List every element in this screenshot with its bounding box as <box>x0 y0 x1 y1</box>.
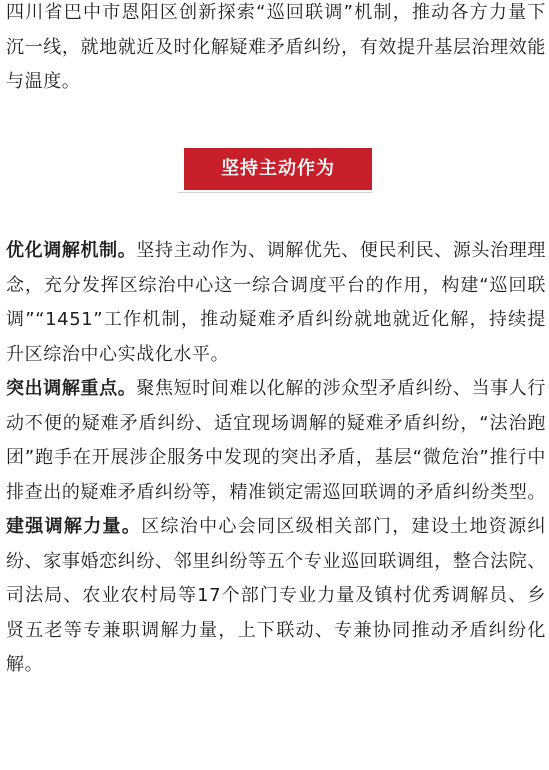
text-strengthen-force: 区综治中心会同区级相关部门，建设土地资源纠纷、家事婚恋纠纷、邻里纠纷等五个专业巡回联调组，整合法院、司法局、农业农村局等17个部门专业力量及镇村优秀调解员、乡贤五老等专兼职调解力量，上下联动、专兼协同推动矛盾纠纷化解。 <box>6 516 546 675</box>
lead-highlight-focus: 突出调解重点。 <box>6 378 137 399</box>
section-heading-badge: 坚持主动作为 <box>184 148 372 190</box>
section-heading-underline <box>178 192 372 193</box>
text-optimize-mechanism: 坚持主动作为、调解优先、便民利民、源头治理理念，充分发挥区综治中心这一综合调度平台的作用，构建“巡回联调”“1451”工作机制，推动疑难矛盾纠纷就地就近化解，持续提升区综治中心实战化水平。 <box>6 240 547 365</box>
intro-paragraph: 四川省巴中市恩阳区创新探索“巡回联调”机制，推动各方力量下沉一线，就地就近及时化解疑难矛盾纠纷，有效提升基层治理效能与温度。 <box>6 2 546 92</box>
text-highlight-focus: 聚焦短时间难以化解的涉众型矛盾纠纷、当事人行动不便的疑难矛盾纠纷、适宜现场调解的疑难矛盾纠纷，“法治跑团”跑手在开展涉企服务中发现的突出矛盾，基层“微危治”推行中排查出的疑难矛盾纠纷等，精准锁定需巡回联调的矛盾纠纷类型。 <box>6 378 547 503</box>
lead-strengthen-force: 建强调解力量。 <box>6 516 142 537</box>
body-paragraph <box>6 234 546 683</box>
section-heading <box>6 128 546 198</box>
lead-optimize-mechanism: 优化调解机制。 <box>6 240 137 261</box>
